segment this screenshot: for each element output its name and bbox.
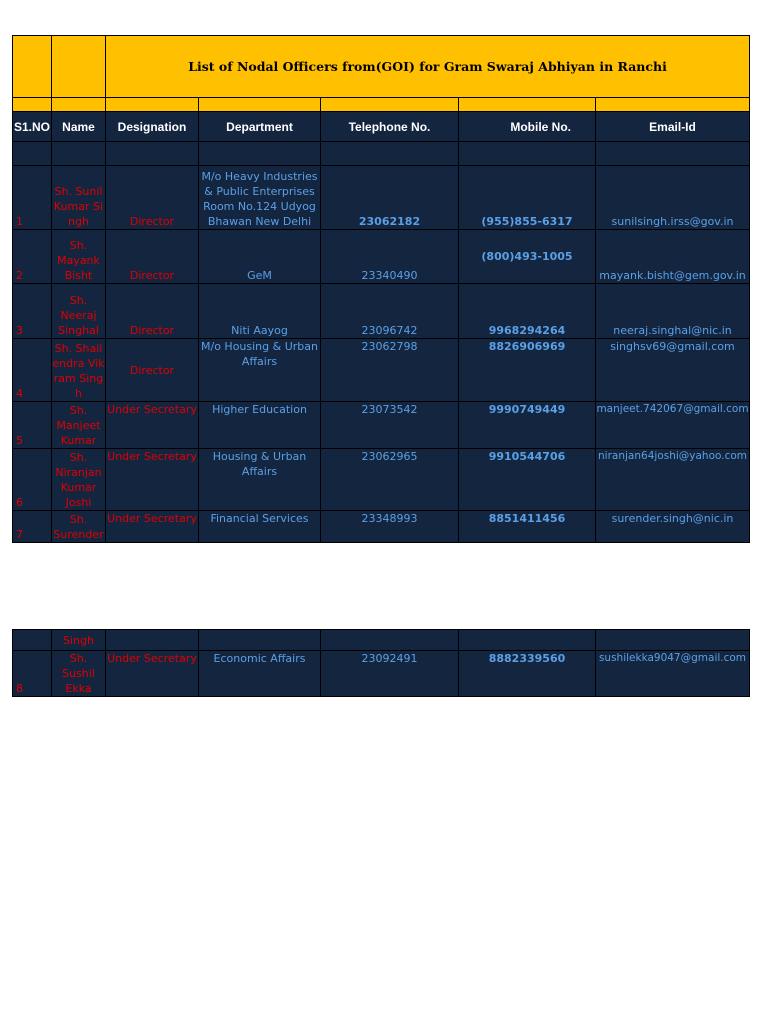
header-department: Department [199, 112, 321, 142]
row-sno: 5 [13, 402, 52, 449]
header-email: Email-Id [596, 112, 750, 142]
row-telephone: 23062798 [321, 339, 459, 402]
row-designation: Director [106, 284, 199, 339]
row-email[interactable]: manjeet.742067@gmail.com [596, 402, 750, 449]
header-sno: S1.NO [13, 112, 52, 142]
title-left-blank [52, 36, 106, 98]
row-department: Financial Services [199, 511, 321, 543]
row-department: Higher Education [199, 402, 321, 449]
row-department: GeM [199, 230, 321, 284]
row-telephone: 23092491 [321, 651, 459, 697]
row-name: Sh. Sunil Kumar Singh [52, 166, 106, 230]
row-email[interactable]: surender.singh@nic.in [596, 511, 750, 543]
row-email[interactable]: singhsv69@gmail.com [596, 339, 750, 402]
nodal-officers-table-continued [12, 629, 750, 697]
row-designation: Under Secretary [106, 651, 199, 697]
row-email[interactable]: neeraj.singhal@nic.in [596, 284, 750, 339]
table-row [13, 449, 750, 511]
row-mobile: 9968294264 [459, 284, 596, 339]
row-sno: 7 [13, 511, 52, 543]
row-mobile: 9910544706 [459, 449, 596, 511]
header-mobile: Mobile No. [459, 112, 596, 142]
row-sno: 2 [13, 230, 52, 284]
table-row [13, 339, 750, 402]
table-row [13, 511, 750, 543]
row-designation: Under Secretary [106, 449, 199, 511]
row-name: Sh. Sushil Ekka [52, 651, 106, 697]
row-mobile: 9990749449 [459, 402, 596, 449]
row-name: Sh. Neeraj Singhal [52, 284, 106, 339]
row-department: Niti Aayog [199, 284, 321, 339]
row-telephone: 23348993 [321, 511, 459, 543]
table-row [13, 166, 750, 230]
row-name: Sh. Shailendra Vikram Singh [52, 339, 106, 402]
row-department: M/o Heavy Industries & Public Enterprises Room No.124 Udyog Bhawan New Delhi [199, 166, 321, 230]
page-title: List of Nodal Officers from(GOI) for Gram Swaraj Abhiyan in Ranchi [106, 36, 750, 98]
row-sno: 3 [13, 284, 52, 339]
row-department: M/o Housing & Urban Affairs [199, 339, 321, 402]
header-name: Name [52, 112, 106, 142]
row-sno: 1 [13, 166, 52, 230]
row-mobile: 8882339560 [459, 651, 596, 697]
row-mobile: 8826906969 [459, 339, 596, 402]
title-left-blank [13, 36, 52, 98]
row-department: Economic Affairs [199, 651, 321, 697]
row-name: Sh. Manjeet Kumar [52, 402, 106, 449]
nodal-officers-table [12, 35, 750, 543]
row-department: Housing & Urban Affairs [199, 449, 321, 511]
row-designation: Under Secretary [106, 511, 199, 543]
row-mobile: (955)855-6317 [459, 166, 596, 230]
table-row [13, 230, 750, 284]
row-mobile: (800)493-1005 [459, 230, 596, 284]
row-telephone: 23073542 [321, 402, 459, 449]
row-designation: Director [106, 339, 199, 402]
row-telephone: 23096742 [321, 284, 459, 339]
row-mobile: 8851411456 [459, 511, 596, 543]
row-telephone: 23340490 [321, 230, 459, 284]
table-row [13, 284, 750, 339]
row-designation: Under Secretary [106, 402, 199, 449]
row-telephone: 23062965 [321, 449, 459, 511]
header-telephone: Telephone No. [321, 112, 459, 142]
header-designation: Designation [106, 112, 199, 142]
row-sno: 6 [13, 449, 52, 511]
row-name: Sh. Mayank Bisht [52, 230, 106, 284]
row-email[interactable]: mayank.bisht@gem.gov.in [596, 230, 750, 284]
row-name: Sh. Surender [52, 511, 106, 543]
table-row [13, 402, 750, 449]
table-row [13, 651, 750, 697]
table-row [13, 630, 750, 651]
row-sno: 8 [13, 651, 52, 697]
row-designation: Director [106, 230, 199, 284]
row-email[interactable]: niranjan64joshi@yahoo.com [596, 449, 750, 511]
row-sno: 4 [13, 339, 52, 402]
row-telephone: 23062182 [321, 166, 459, 230]
row-designation: Director [106, 166, 199, 230]
row-name: Sh. Niranjan Kumar Joshi [52, 449, 106, 511]
row-name-continued: Singh [52, 630, 106, 651]
row-email[interactable]: sunilsingh.irss@gov.in [596, 166, 750, 230]
row-email[interactable]: sushilekka9047@gmail.com [596, 651, 750, 697]
